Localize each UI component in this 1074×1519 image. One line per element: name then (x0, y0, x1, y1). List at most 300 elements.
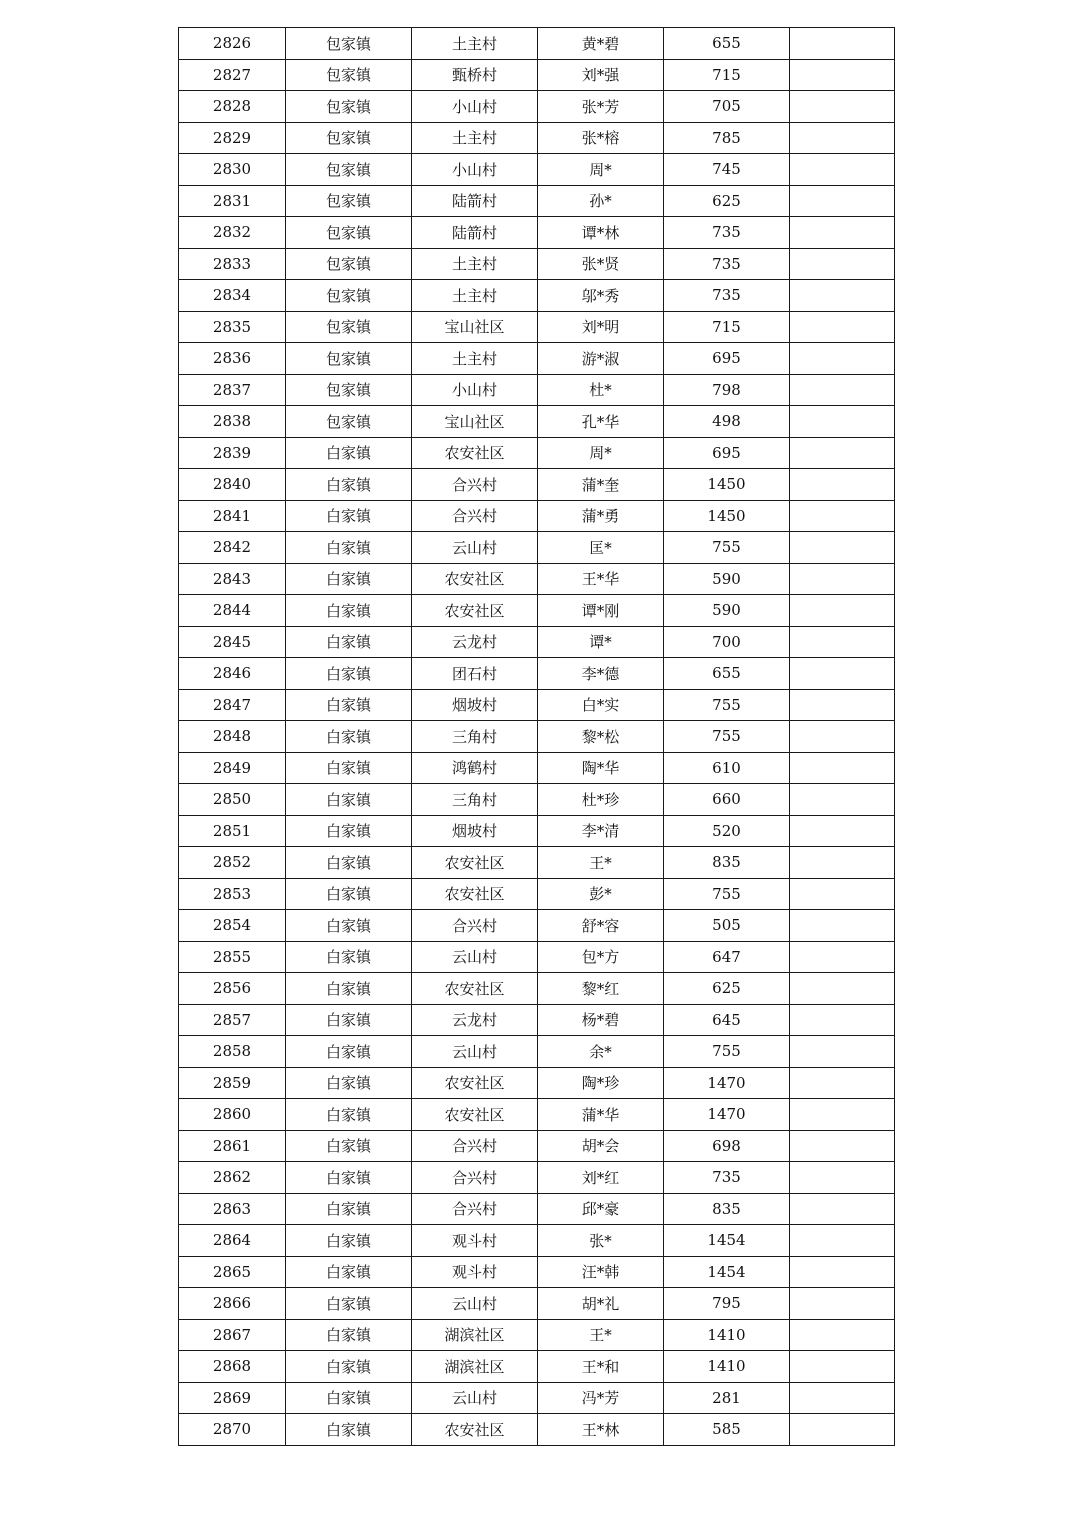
cell-town: 白家镇 (286, 689, 412, 721)
cell-note (790, 721, 895, 753)
cell-town: 白家镇 (286, 1414, 412, 1446)
cell-serial-number: 2860 (179, 1099, 286, 1131)
table-row (179, 1193, 895, 1225)
cell-note (790, 910, 895, 942)
cell-person-name: 谭* (538, 626, 664, 658)
cell-note (790, 847, 895, 879)
cell-amount: 755 (664, 532, 790, 564)
cell-village: 观斗村 (412, 1225, 538, 1257)
cell-person-name: 王* (538, 847, 664, 879)
cell-village: 农安社区 (412, 563, 538, 595)
cell-town: 包家镇 (286, 59, 412, 91)
table-row (179, 500, 895, 532)
cell-amount: 281 (664, 1382, 790, 1414)
cell-town: 白家镇 (286, 1162, 412, 1194)
cell-person-name: 周* (538, 437, 664, 469)
cell-village: 宝山社区 (412, 406, 538, 438)
cell-note (790, 374, 895, 406)
cell-note (790, 532, 895, 564)
cell-note (790, 406, 895, 438)
cell-serial-number: 2841 (179, 500, 286, 532)
cell-person-name: 王*和 (538, 1351, 664, 1383)
cell-village: 湖滨社区 (412, 1351, 538, 1383)
table-row (179, 28, 895, 60)
cell-amount: 505 (664, 910, 790, 942)
cell-note (790, 784, 895, 816)
cell-village: 农安社区 (412, 437, 538, 469)
table-row (179, 59, 895, 91)
cell-amount: 655 (664, 658, 790, 690)
cell-serial-number: 2837 (179, 374, 286, 406)
table-row (179, 1130, 895, 1162)
cell-serial-number: 2840 (179, 469, 286, 501)
cell-town: 包家镇 (286, 28, 412, 60)
cell-person-name: 余* (538, 1036, 664, 1068)
cell-town: 包家镇 (286, 217, 412, 249)
cell-note (790, 1036, 895, 1068)
cell-village: 陆箭村 (412, 185, 538, 217)
cell-person-name: 舒*容 (538, 910, 664, 942)
cell-person-name: 蒲*华 (538, 1099, 664, 1131)
cell-amount: 755 (664, 878, 790, 910)
cell-village: 云龙村 (412, 1004, 538, 1036)
cell-serial-number: 2845 (179, 626, 286, 658)
table-row (179, 1288, 895, 1320)
cell-person-name: 邬*秀 (538, 280, 664, 312)
cell-town: 包家镇 (286, 185, 412, 217)
cell-village: 团石村 (412, 658, 538, 690)
cell-amount: 585 (664, 1414, 790, 1446)
cell-amount: 795 (664, 1288, 790, 1320)
cell-amount: 755 (664, 689, 790, 721)
cell-village: 云山村 (412, 941, 538, 973)
table-row (179, 532, 895, 564)
cell-serial-number: 2828 (179, 91, 286, 123)
cell-town: 白家镇 (286, 1288, 412, 1320)
cell-serial-number: 2848 (179, 721, 286, 753)
cell-note (790, 1256, 895, 1288)
cell-serial-number: 2835 (179, 311, 286, 343)
table-row (179, 91, 895, 123)
cell-town: 包家镇 (286, 122, 412, 154)
cell-town: 包家镇 (286, 343, 412, 375)
cell-note (790, 469, 895, 501)
cell-town: 白家镇 (286, 910, 412, 942)
cell-person-name: 黎*红 (538, 973, 664, 1005)
cell-village: 小山村 (412, 91, 538, 123)
cell-serial-number: 2864 (179, 1225, 286, 1257)
cell-town: 包家镇 (286, 311, 412, 343)
cell-town: 包家镇 (286, 248, 412, 280)
cell-village: 云山村 (412, 1382, 538, 1414)
cell-person-name: 蒲*勇 (538, 500, 664, 532)
cell-town: 白家镇 (286, 1099, 412, 1131)
table-row (179, 1036, 895, 1068)
cell-person-name: 谭*刚 (538, 595, 664, 627)
cell-town: 白家镇 (286, 1382, 412, 1414)
cell-village: 农安社区 (412, 878, 538, 910)
table-row (179, 1256, 895, 1288)
cell-town: 白家镇 (286, 1036, 412, 1068)
cell-serial-number: 2842 (179, 532, 286, 564)
cell-town: 白家镇 (286, 1225, 412, 1257)
cell-village: 三角村 (412, 784, 538, 816)
cell-serial-number: 2826 (179, 28, 286, 60)
cell-amount: 590 (664, 563, 790, 595)
cell-serial-number: 2829 (179, 122, 286, 154)
cell-amount: 835 (664, 847, 790, 879)
cell-village: 湖滨社区 (412, 1319, 538, 1351)
cell-town: 白家镇 (286, 469, 412, 501)
cell-person-name: 刘*明 (538, 311, 664, 343)
cell-note (790, 878, 895, 910)
cell-person-name: 孙* (538, 185, 664, 217)
cell-note (790, 689, 895, 721)
table-row (179, 941, 895, 973)
cell-note (790, 1351, 895, 1383)
cell-serial-number: 2861 (179, 1130, 286, 1162)
cell-amount: 590 (664, 595, 790, 627)
cell-serial-number: 2851 (179, 815, 286, 847)
cell-serial-number: 2870 (179, 1414, 286, 1446)
cell-person-name: 游*淑 (538, 343, 664, 375)
cell-village: 土主村 (412, 28, 538, 60)
cell-note (790, 1067, 895, 1099)
cell-town: 白家镇 (286, 784, 412, 816)
cell-village: 小山村 (412, 154, 538, 186)
cell-amount: 835 (664, 1193, 790, 1225)
cell-amount: 695 (664, 437, 790, 469)
cell-note (790, 311, 895, 343)
cell-serial-number: 2859 (179, 1067, 286, 1099)
cell-person-name: 陶*华 (538, 752, 664, 784)
cell-person-name: 黄*碧 (538, 28, 664, 60)
table-row (179, 469, 895, 501)
table-row (179, 658, 895, 690)
cell-person-name: 白*实 (538, 689, 664, 721)
cell-village: 观斗村 (412, 1256, 538, 1288)
cell-village: 合兴村 (412, 500, 538, 532)
cell-village: 合兴村 (412, 1130, 538, 1162)
cell-note (790, 815, 895, 847)
cell-serial-number: 2856 (179, 973, 286, 1005)
table-row (179, 563, 895, 595)
cell-note (790, 752, 895, 784)
cell-town: 白家镇 (286, 532, 412, 564)
cell-note (790, 1414, 895, 1446)
cell-village: 农安社区 (412, 1067, 538, 1099)
cell-amount: 715 (664, 311, 790, 343)
cell-person-name: 张*芳 (538, 91, 664, 123)
cell-village: 三角村 (412, 721, 538, 753)
cell-note (790, 91, 895, 123)
cell-village: 陆箭村 (412, 217, 538, 249)
cell-serial-number: 2831 (179, 185, 286, 217)
cell-village: 甄桥村 (412, 59, 538, 91)
cell-amount: 705 (664, 91, 790, 123)
cell-note (790, 973, 895, 1005)
cell-serial-number: 2838 (179, 406, 286, 438)
cell-amount: 715 (664, 59, 790, 91)
cell-village: 土主村 (412, 248, 538, 280)
cell-village: 小山村 (412, 374, 538, 406)
cell-person-name: 孔*华 (538, 406, 664, 438)
cell-note (790, 595, 895, 627)
cell-town: 白家镇 (286, 1193, 412, 1225)
cell-person-name: 包*方 (538, 941, 664, 973)
table-row (179, 1004, 895, 1036)
cell-serial-number: 2867 (179, 1319, 286, 1351)
cell-person-name: 杜*珍 (538, 784, 664, 816)
cell-note (790, 1004, 895, 1036)
cell-person-name: 张* (538, 1225, 664, 1257)
cell-amount: 610 (664, 752, 790, 784)
cell-town: 白家镇 (286, 500, 412, 532)
table-row (179, 437, 895, 469)
cell-amount: 1450 (664, 500, 790, 532)
cell-village: 合兴村 (412, 1162, 538, 1194)
table-row (179, 280, 895, 312)
cell-village: 土主村 (412, 343, 538, 375)
cell-serial-number: 2854 (179, 910, 286, 942)
cell-serial-number: 2847 (179, 689, 286, 721)
cell-amount: 785 (664, 122, 790, 154)
cell-serial-number: 2857 (179, 1004, 286, 1036)
cell-amount: 625 (664, 973, 790, 1005)
cell-amount: 755 (664, 1036, 790, 1068)
cell-village: 鸿鹤村 (412, 752, 538, 784)
cell-town: 白家镇 (286, 1004, 412, 1036)
table-row (179, 626, 895, 658)
cell-serial-number: 2833 (179, 248, 286, 280)
cell-village: 烟坡村 (412, 815, 538, 847)
cell-serial-number: 2836 (179, 343, 286, 375)
cell-amount: 645 (664, 1004, 790, 1036)
cell-note (790, 1099, 895, 1131)
table-row (179, 406, 895, 438)
cell-person-name: 王*华 (538, 563, 664, 595)
cell-note (790, 28, 895, 60)
cell-note (790, 343, 895, 375)
cell-village: 合兴村 (412, 469, 538, 501)
table-row (179, 122, 895, 154)
cell-amount: 1454 (664, 1256, 790, 1288)
cell-village: 农安社区 (412, 595, 538, 627)
cell-serial-number: 2868 (179, 1351, 286, 1383)
cell-amount: 660 (664, 784, 790, 816)
cell-amount: 755 (664, 721, 790, 753)
cell-note (790, 500, 895, 532)
cell-note (790, 658, 895, 690)
table-row (179, 217, 895, 249)
cell-serial-number: 2862 (179, 1162, 286, 1194)
cell-village: 云山村 (412, 1288, 538, 1320)
cell-town: 白家镇 (286, 1256, 412, 1288)
cell-village: 农安社区 (412, 847, 538, 879)
cell-amount: 1470 (664, 1099, 790, 1131)
cell-town: 包家镇 (286, 406, 412, 438)
cell-note (790, 217, 895, 249)
cell-person-name: 杜* (538, 374, 664, 406)
table-row (179, 1382, 895, 1414)
cell-amount: 735 (664, 1162, 790, 1194)
cell-serial-number: 2849 (179, 752, 286, 784)
cell-person-name: 汪*韩 (538, 1256, 664, 1288)
cell-amount: 745 (664, 154, 790, 186)
cell-amount: 655 (664, 28, 790, 60)
cell-town: 包家镇 (286, 280, 412, 312)
cell-village: 云山村 (412, 532, 538, 564)
cell-person-name: 陶*珍 (538, 1067, 664, 1099)
cell-serial-number: 2866 (179, 1288, 286, 1320)
cell-amount: 798 (664, 374, 790, 406)
cell-village: 烟坡村 (412, 689, 538, 721)
cell-town: 白家镇 (286, 941, 412, 973)
cell-note (790, 1382, 895, 1414)
cell-town: 白家镇 (286, 752, 412, 784)
cell-note (790, 122, 895, 154)
table-row (179, 1067, 895, 1099)
cell-person-name: 谭*林 (538, 217, 664, 249)
cell-serial-number: 2827 (179, 59, 286, 91)
cell-amount: 735 (664, 248, 790, 280)
cell-village: 农安社区 (412, 1414, 538, 1446)
table-row (179, 1351, 895, 1383)
cell-serial-number: 2843 (179, 563, 286, 595)
cell-serial-number: 2850 (179, 784, 286, 816)
cell-person-name: 黎*松 (538, 721, 664, 753)
cell-town: 白家镇 (286, 658, 412, 690)
cell-town: 白家镇 (286, 1351, 412, 1383)
cell-person-name: 刘*红 (538, 1162, 664, 1194)
cell-town: 白家镇 (286, 815, 412, 847)
table-row (179, 878, 895, 910)
cell-town: 白家镇 (286, 595, 412, 627)
table-row (179, 185, 895, 217)
cell-person-name: 匡* (538, 532, 664, 564)
table-row (179, 1414, 895, 1446)
cell-note (790, 563, 895, 595)
table-row (179, 374, 895, 406)
cell-amount: 1410 (664, 1351, 790, 1383)
table-row (179, 311, 895, 343)
table-row (179, 689, 895, 721)
cell-note (790, 1162, 895, 1194)
cell-person-name: 胡*会 (538, 1130, 664, 1162)
cell-person-name: 李*清 (538, 815, 664, 847)
cell-serial-number: 2858 (179, 1036, 286, 1068)
cell-town: 白家镇 (286, 1067, 412, 1099)
cell-village: 土主村 (412, 280, 538, 312)
table-row (179, 752, 895, 784)
table-row (179, 721, 895, 753)
table-row (179, 154, 895, 186)
cell-amount: 700 (664, 626, 790, 658)
cell-village: 合兴村 (412, 1193, 538, 1225)
cell-town: 白家镇 (286, 1319, 412, 1351)
cell-amount: 1450 (664, 469, 790, 501)
cell-serial-number: 2832 (179, 217, 286, 249)
cell-note (790, 1225, 895, 1257)
cell-note (790, 154, 895, 186)
table-row (179, 1225, 895, 1257)
cell-serial-number: 2855 (179, 941, 286, 973)
cell-person-name: 张*榕 (538, 122, 664, 154)
table-row (179, 1319, 895, 1351)
cell-amount: 735 (664, 217, 790, 249)
cell-person-name: 胡*礼 (538, 1288, 664, 1320)
cell-amount: 1410 (664, 1319, 790, 1351)
cell-village: 农安社区 (412, 973, 538, 1005)
cell-amount: 520 (664, 815, 790, 847)
cell-person-name: 李*德 (538, 658, 664, 690)
table-row (179, 847, 895, 879)
cell-amount: 647 (664, 941, 790, 973)
cell-town: 包家镇 (286, 154, 412, 186)
cell-person-name: 邱*豪 (538, 1193, 664, 1225)
cell-person-name: 周* (538, 154, 664, 186)
cell-note (790, 437, 895, 469)
cell-serial-number: 2834 (179, 280, 286, 312)
cell-town: 白家镇 (286, 1130, 412, 1162)
cell-serial-number: 2853 (179, 878, 286, 910)
table-row (179, 343, 895, 375)
cell-note (790, 1319, 895, 1351)
cell-town: 白家镇 (286, 437, 412, 469)
cell-town: 包家镇 (286, 374, 412, 406)
cell-town: 白家镇 (286, 847, 412, 879)
roster-table (178, 27, 895, 1446)
cell-serial-number: 2852 (179, 847, 286, 879)
table-row (179, 248, 895, 280)
cell-person-name: 彭* (538, 878, 664, 910)
cell-serial-number: 2846 (179, 658, 286, 690)
cell-note (790, 1193, 895, 1225)
cell-amount: 1454 (664, 1225, 790, 1257)
cell-note (790, 626, 895, 658)
cell-note (790, 185, 895, 217)
cell-village: 合兴村 (412, 910, 538, 942)
cell-town: 包家镇 (286, 91, 412, 123)
cell-person-name: 刘*强 (538, 59, 664, 91)
cell-person-name: 张*贤 (538, 248, 664, 280)
cell-amount: 1470 (664, 1067, 790, 1099)
cell-serial-number: 2844 (179, 595, 286, 627)
cell-village: 农安社区 (412, 1099, 538, 1131)
cell-amount: 625 (664, 185, 790, 217)
table-row (179, 815, 895, 847)
cell-person-name: 王*林 (538, 1414, 664, 1446)
table-row (179, 1099, 895, 1131)
cell-serial-number: 2839 (179, 437, 286, 469)
cell-village: 云龙村 (412, 626, 538, 658)
cell-amount: 698 (664, 1130, 790, 1162)
cell-amount: 498 (664, 406, 790, 438)
table-row (179, 1162, 895, 1194)
cell-village: 宝山社区 (412, 311, 538, 343)
cell-amount: 695 (664, 343, 790, 375)
cell-note (790, 248, 895, 280)
cell-note (790, 59, 895, 91)
table-row (179, 973, 895, 1005)
cell-amount: 735 (664, 280, 790, 312)
cell-person-name: 王* (538, 1319, 664, 1351)
cell-note (790, 280, 895, 312)
cell-village: 土主村 (412, 122, 538, 154)
cell-note (790, 941, 895, 973)
cell-village: 云山村 (412, 1036, 538, 1068)
cell-town: 白家镇 (286, 878, 412, 910)
